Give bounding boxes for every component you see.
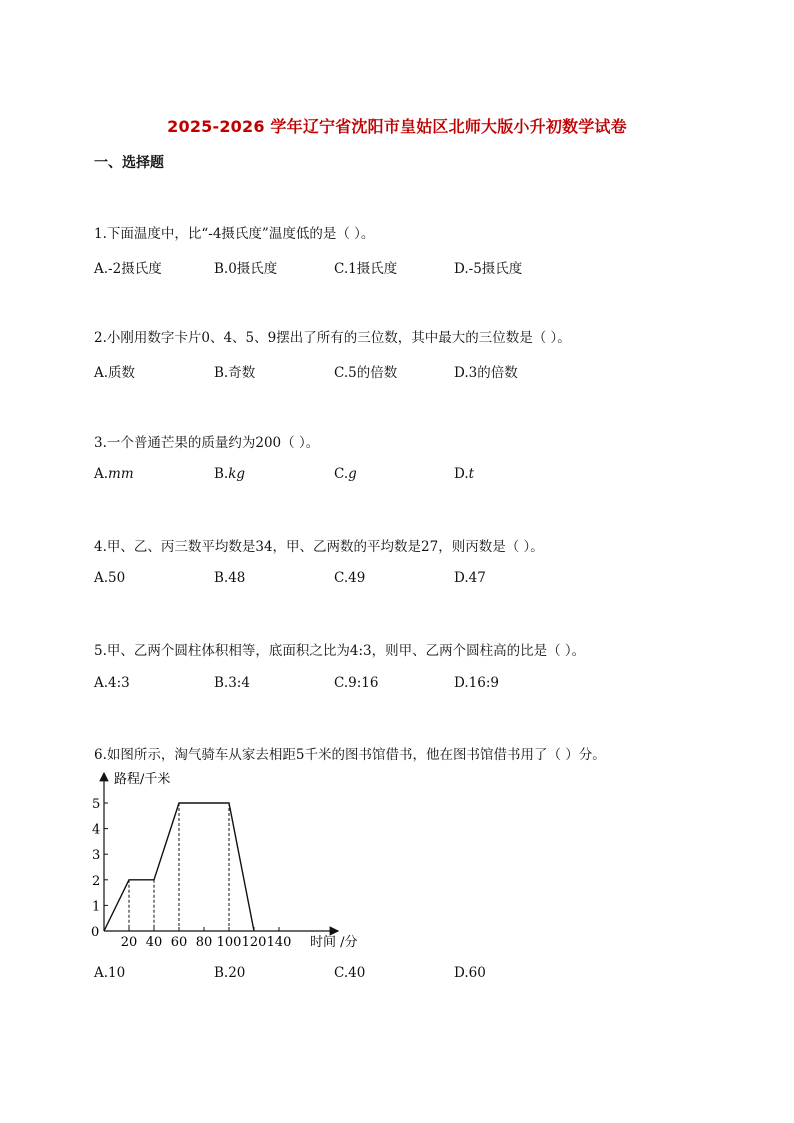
option-a[interactable]: A.-2摄氏度 (94, 261, 162, 277)
option-b[interactable]: B.48 (214, 570, 246, 586)
y-tick-label: 5 (92, 797, 101, 812)
section-heading: 一、选择题 (94, 155, 164, 171)
option-c[interactable]: C.g (334, 466, 357, 482)
x-tick-label: 100 (216, 935, 242, 950)
option-c[interactable]: C.40 (334, 965, 366, 981)
x-tick-label: 60 (170, 935, 188, 950)
option-c[interactable]: C.49 (334, 570, 366, 586)
option-a[interactable]: A.mm (94, 466, 134, 482)
distance-time-chart (88, 768, 358, 958)
option-b[interactable]: B.0摄氏度 (214, 261, 278, 277)
question-3-text: 3.一个普通芒果的质量约为200（ ）。 (94, 435, 320, 451)
option-b[interactable]: B.20 (214, 965, 246, 981)
option-d[interactable]: D.60 (454, 965, 486, 981)
chart-axes (104, 773, 338, 931)
option-d[interactable]: D.3的倍数 (454, 365, 518, 381)
y-axis-label: 路程/千米 (114, 772, 171, 787)
question-6-text: 6.如图所示，淘气骑车从家去相距5千米的图书馆借书，他在图书馆借书用了（ ）分。 (94, 747, 606, 763)
x-axis-label: 时间 /分 (310, 935, 358, 950)
x-tick-label: 120 (241, 935, 267, 950)
option-a[interactable]: A.4:3 (94, 675, 130, 691)
chart-ticks (92, 797, 291, 950)
x-tick-label: 40 (145, 935, 163, 950)
y-tick-label: 1 (92, 899, 101, 915)
option-c[interactable]: C.9:16 (334, 675, 379, 691)
option-c[interactable]: C.5的倍数 (334, 365, 398, 381)
x-tick-label: 80 (195, 935, 213, 950)
question-5-text: 5.甲、乙两个圆柱体积相等，底面积之比为4:3，则甲、乙两个圆柱高的比是（ ）。 (94, 643, 586, 659)
option-b[interactable]: B.kg (214, 466, 246, 482)
option-a[interactable]: A.10 (94, 965, 126, 981)
question-4-text: 4.甲、乙、丙三数平均数是34，甲、乙两数的平均数是27，则丙数是（ ）。 (94, 539, 544, 555)
option-c[interactable]: C.1摄氏度 (334, 261, 398, 277)
question-1-text: 1.下面温度中，比“-4摄氏度”温度低的是（ ）。 (94, 226, 375, 242)
option-d[interactable]: D.16:9 (454, 675, 499, 691)
origin-label: 0 (91, 925, 100, 940)
distance-line (104, 803, 254, 931)
question-2-text: 2.小刚用数字卡片0、4、5、9摆出了所有的三位数，其中最大的三位数是（ ）。 (94, 330, 571, 346)
y-tick-label: 2 (92, 873, 101, 889)
option-a[interactable]: A.质数 (94, 365, 136, 381)
option-d[interactable]: D.47 (454, 570, 486, 586)
x-tick-label: 20 (120, 935, 138, 950)
y-tick-label: 3 (92, 848, 101, 864)
option-b[interactable]: B.3:4 (214, 675, 250, 691)
option-d[interactable]: D.-5摄氏度 (454, 261, 523, 277)
chart-series (104, 803, 254, 931)
exam-title: 2025-2026 学年辽宁省沈阳市皇姑区北师大版小升初数学试卷 (167, 117, 627, 136)
option-b[interactable]: B.奇数 (214, 365, 256, 381)
option-d[interactable]: D.t (454, 466, 475, 482)
option-a[interactable]: A.50 (94, 570, 126, 586)
y-tick-label: 4 (92, 822, 101, 838)
chart-dashed-lines (129, 803, 229, 931)
x-tick-label: 140 (266, 935, 292, 950)
